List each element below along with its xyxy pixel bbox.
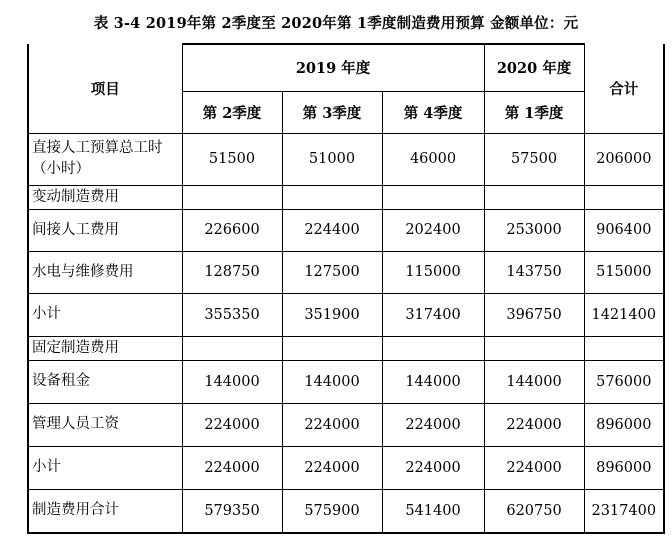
cell-value: 144000	[182, 360, 282, 403]
table-row	[28, 251, 664, 293]
header-year-2019: 2019 年度	[182, 44, 484, 91]
row-label: 制造费用合计	[28, 489, 182, 533]
header-quarter: 第 2季度	[182, 91, 282, 133]
row-label: 小计	[28, 293, 182, 336]
table-row	[28, 403, 664, 446]
table-row	[28, 360, 664, 403]
cell-value	[382, 185, 484, 209]
cell-value: 224000	[282, 446, 382, 489]
cell-value: 206000	[584, 133, 664, 185]
cell-value: 575900	[282, 489, 382, 533]
header-quarter: 第 1季度	[484, 91, 584, 133]
cell-value: 396750	[484, 293, 584, 336]
cell-value	[182, 185, 282, 209]
row-label: 变动制造费用	[28, 185, 182, 209]
table-row	[28, 293, 664, 336]
cell-value: 144000	[282, 360, 382, 403]
table-row	[28, 133, 664, 185]
row-label: 设备租金	[28, 360, 182, 403]
cell-value: 127500	[282, 251, 382, 293]
cell-value	[584, 185, 664, 209]
cell-value: 144000	[382, 360, 484, 403]
cell-value: 57500	[484, 133, 584, 185]
table-caption: 表 3-4 2019年第 2季度至 2020年第 1季度制造费用预算 金额单位：元	[93, 15, 579, 32]
cell-value: 144000	[484, 360, 584, 403]
cell-value: 224000	[484, 446, 584, 489]
cell-value: 541400	[382, 489, 484, 533]
cell-value	[282, 336, 382, 360]
cell-value: 1421400	[584, 293, 664, 336]
header-total: 合计	[584, 44, 664, 133]
cell-value: 224000	[182, 446, 282, 489]
cell-value: 579350	[182, 489, 282, 533]
cell-value: 224000	[382, 446, 484, 489]
cell-value: 317400	[382, 293, 484, 336]
cell-value: 46000	[382, 133, 484, 185]
table-row	[28, 209, 664, 251]
cell-value: 253000	[484, 209, 584, 251]
table-row	[28, 446, 664, 489]
cell-value	[484, 336, 584, 360]
cell-value: 202400	[382, 209, 484, 251]
row-label: 固定制造费用	[28, 336, 182, 360]
cell-value: 896000	[584, 446, 664, 489]
header-quarter: 第 3季度	[282, 91, 382, 133]
cell-value: 576000	[584, 360, 664, 403]
cell-value: 51000	[282, 133, 382, 185]
cell-value: 224000	[484, 403, 584, 446]
row-label: 水电与维修费用	[28, 251, 182, 293]
header-year-2020: 2020 年度	[484, 44, 584, 91]
cell-value: 51500	[182, 133, 282, 185]
manufacturing-overhead-budget-table	[27, 43, 665, 534]
cell-value: 620750	[484, 489, 584, 533]
table-row	[28, 489, 664, 533]
cell-value	[182, 336, 282, 360]
cell-value: 355350	[182, 293, 282, 336]
cell-value: 515000	[584, 251, 664, 293]
cell-value: 906400	[584, 209, 664, 251]
cell-value: 224400	[282, 209, 382, 251]
row-label: 小计	[28, 446, 182, 489]
cell-value: 224000	[282, 403, 382, 446]
cell-value	[382, 336, 484, 360]
cell-value: 2317400	[584, 489, 664, 533]
cell-value	[584, 336, 664, 360]
cell-value: 896000	[584, 403, 664, 446]
table-row	[28, 185, 664, 209]
header-quarter: 第 4季度	[382, 91, 484, 133]
row-label: 间接人工费用	[28, 209, 182, 251]
cell-value: 226600	[182, 209, 282, 251]
cell-value: 143750	[484, 251, 584, 293]
header-item: 项目	[28, 44, 182, 133]
cell-value: 128750	[182, 251, 282, 293]
cell-value	[282, 185, 382, 209]
cell-value: 115000	[382, 251, 484, 293]
cell-value: 224000	[382, 403, 484, 446]
cell-value: 351900	[282, 293, 382, 336]
cell-value: 224000	[182, 403, 282, 446]
table-row	[28, 336, 664, 360]
row-label: 管理人员工资	[28, 403, 182, 446]
cell-value	[484, 185, 584, 209]
row-label: 直接人工预算总工时（小时）	[28, 133, 182, 185]
